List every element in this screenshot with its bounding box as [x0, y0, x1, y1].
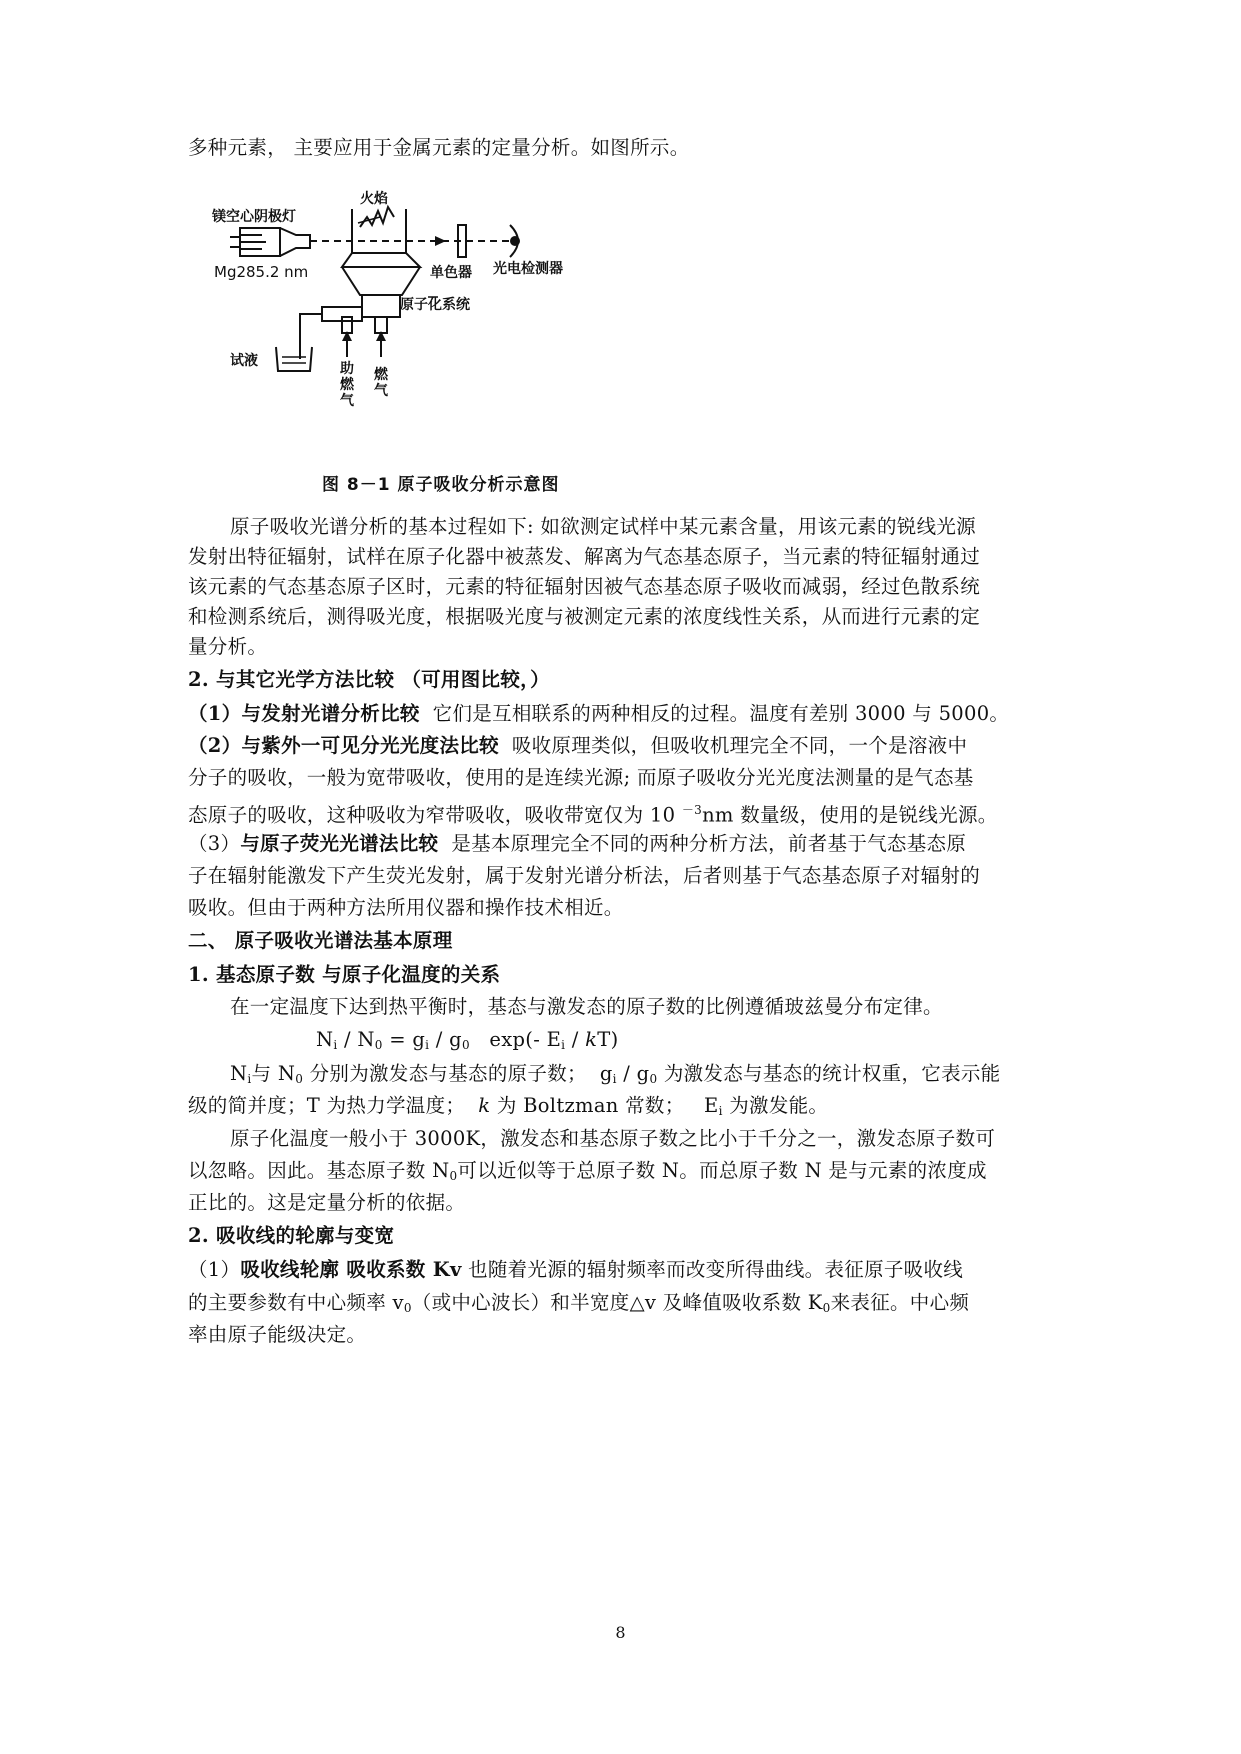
boltzmann-desc-2: 级的简并度；T 为热力学温度； k 为 Boltzman 常数； $E_i$ 为激发能。: [188, 1094, 829, 1118]
desc-sub-i-3: i: [718, 1104, 723, 1118]
desc-k: k: [478, 1094, 491, 1117]
profile-line-2-c: 来表征。中心频: [830, 1291, 970, 1314]
formula-g0: g: [449, 1028, 462, 1051]
temperature-line-2-a: 以忽略。因此。基态原子数 N: [188, 1159, 450, 1182]
item-3-text: 是基本原理完全不同的两种分析方法，前者基于气态基态原: [451, 832, 967, 855]
intro-line: 多种元素， 主要应用于金属元素的定量分析。如图所示。: [188, 136, 690, 159]
figure-caption: 图 8－1 原子吸收分析示意图: [322, 475, 560, 495]
detector-icon: [510, 225, 520, 257]
process-line-1: 原子吸收光谱分析的基本过程如下: 如欲测定试样中某元素含量，用该元素的锐线光源: [230, 515, 976, 538]
absorption-profile-line-3: 率由原子能级决定。: [188, 1323, 367, 1346]
profile-title: 吸收线轮廓 吸收系数 Kv: [240, 1258, 462, 1281]
temperature-sub-0: 0: [449, 1169, 458, 1183]
fuel-gas-char-2: 气: [374, 383, 388, 399]
desc-2-a: 级的简并度；T 为热力学温度；: [188, 1094, 466, 1117]
formula-sub-i: i: [333, 1038, 338, 1052]
support-gas-char-1: 助: [340, 361, 354, 377]
item-1-text: 它们是互相联系的两种相反的过程。温度有差别 3000 与 5000。: [432, 702, 1010, 725]
profile-sub-0: 0: [403, 1301, 412, 1315]
formula-n: N: [316, 1028, 334, 1051]
item-2-exponent: －3: [681, 803, 703, 817]
item-1-title: （1）与发射光谱分析比较: [188, 702, 420, 725]
desc-n: N: [230, 1062, 248, 1085]
formula-n0: N: [357, 1028, 375, 1051]
page-number: 8: [615, 1623, 626, 1642]
desc-2-c: 为激发能。: [729, 1094, 829, 1117]
profile-line-2-a: 的主要参数有中心频率 v: [188, 1291, 404, 1314]
desc-1-c: 为激发态与基态的统计权重，它表示能: [663, 1062, 1001, 1085]
process-line-5: 量分析。: [188, 635, 268, 658]
gas-arrow-icon: [347, 333, 381, 357]
desc-sub-0-2: 0: [649, 1072, 658, 1086]
process-line-4: 和检测系统后，测得吸光度，根据吸光度与被测定元素的浓度线性关系，从而进行元素的定: [188, 605, 981, 628]
item-3-line-3: 吸收。但由于两种方法所用仪器和操作技术相近。: [188, 896, 624, 919]
absorption-profile-line-2: [188, 1288, 1068, 1323]
subsection-1-heading: 1. 基态原子数 与原子化温度的关系: [188, 963, 501, 986]
item-3-line-2: 子在辐射能激发下产生荧光发射，属于发射光谱分析法，后者则基于气态基态原子对辐射的: [188, 864, 981, 887]
formula-slash-3: /: [565, 1028, 586, 1051]
hollow-cathode-lamp-icon: [230, 228, 310, 256]
formula-equals: =: [382, 1028, 413, 1051]
atomizer-label: 原子化系统: [400, 297, 470, 313]
desc-slash: /: [616, 1062, 637, 1085]
profile-line-2-b: （或中心波长）和半宽度△v 及峰值吸收系数 K: [411, 1291, 823, 1314]
section-2-heading: 2. 与其它光学方法比较 （可用图比较，）: [188, 668, 550, 691]
subsection-2-heading: 2. 吸收线的轮廓与变宽: [188, 1224, 395, 1247]
sample-beaker-icon: [276, 347, 312, 371]
part-2-heading: 二、 原子吸收光谱法基本原理: [188, 929, 453, 952]
desc-2-b: 为 Boltzman 常数；: [496, 1094, 685, 1117]
atomic-absorption-diagram: [212, 191, 660, 465]
comparison-item-1: [188, 699, 1068, 729]
desc-sub-i: i: [247, 1072, 252, 1086]
sample-label: 试液: [230, 353, 258, 369]
profile-prefix: （1）: [188, 1258, 241, 1281]
formula-slash-1: /: [337, 1028, 358, 1051]
detector-label: 光电检测器: [493, 261, 563, 277]
comparison-item-3: [188, 829, 1068, 859]
comparison-item-2: [188, 731, 1068, 761]
desc-g0: g: [636, 1062, 650, 1085]
item-2-line-2: 分子的吸收，一般为宽带吸收，使用的是连续光源; 而原子吸收分光光度法测量的是气态基: [188, 766, 974, 789]
temperature-line-2: [188, 1156, 1068, 1191]
support-gas-char-3: 气: [340, 393, 354, 409]
boltzmann-intro: 在一定温度下达到热平衡时，基态与激发态的原子数的比例遵循玻兹曼分布定律。: [230, 995, 943, 1018]
item-3-title: 与原子荧光光谱法比较: [240, 832, 439, 855]
formula-sub-0-2: 0: [461, 1038, 470, 1052]
item-2-text: 吸收原理类似，但吸收机理完全不同，一个是溶液中: [511, 734, 968, 757]
item-2-line-3: [188, 795, 1068, 831]
formula-sub-i-2: i: [425, 1038, 430, 1052]
light-arrow-icon: [435, 236, 446, 246]
wavelength-label: Mg285.2 nm: [214, 263, 309, 281]
formula-g: g: [412, 1028, 426, 1051]
monochromator-label: 单色器: [430, 265, 472, 281]
item-2-title: （2）与紫外一可见分光光度法比较: [188, 734, 499, 757]
formula-sub-i-3: i: [561, 1038, 566, 1052]
boltzmann-desc-1: [230, 1059, 1110, 1094]
desc-sub-i-2: i: [612, 1072, 617, 1086]
formula-k: k: [585, 1028, 598, 1051]
temperature-line-3: 正比的。这是定量分析的依据。: [188, 1191, 466, 1214]
formula-t: T): [597, 1028, 619, 1051]
flame-icon: [352, 207, 406, 253]
process-line-2: 发射出特征辐射，试样在原子化器中被蒸发、解离为气态基态原子，当元素的特征辐射通过: [188, 545, 981, 568]
profile-sub-0-2: 0: [822, 1301, 831, 1315]
item-2-line-3-a: 态原子的吸收，这种吸收为窄带吸收，吸收带宽仅为 10: [188, 803, 676, 827]
desc-sub-0: 0: [295, 1072, 304, 1086]
lamp-label: 镁空心阴极灯: [212, 209, 296, 225]
absorption-profile-line-1: [188, 1255, 1068, 1285]
temperature-line-2-b: 可以近似等于总原子数 N。而总原子数 N 是与元素的浓度成: [457, 1159, 987, 1182]
desc-1-a: 与 N: [251, 1062, 296, 1085]
item-3-prefix: （3）: [188, 832, 241, 855]
profile-text: 也随着光源的辐射频率而改变所得曲线。表征原子吸收线: [468, 1258, 964, 1281]
process-line-3: 该元素的气态基态原子区时，元素的特征辐射因被气态基态原子吸收而减弱，经过色散系统: [188, 575, 981, 598]
formula-slash-2: /: [429, 1028, 450, 1051]
temperature-line-1: 原子化温度一般小于 3000K，激发态和基态原子数之比小于千分之一，激发态原子数可: [230, 1127, 996, 1150]
formula-exp: exp(- E: [489, 1028, 562, 1051]
flame-label: 火焰: [360, 191, 388, 207]
item-2-line-3-b: nm 数量级，使用的是锐线光源。: [702, 803, 998, 827]
boltzmann-formula: [316, 1025, 1196, 1060]
desc-1-b: 分别为激发态与基态的原子数；: [303, 1062, 587, 1085]
support-gas-char-2: 燃: [340, 377, 354, 393]
fuel-gas-char-1: 燃: [374, 367, 388, 383]
desc-g: g: [599, 1062, 613, 1085]
formula-sub-0: 0: [374, 1038, 383, 1052]
